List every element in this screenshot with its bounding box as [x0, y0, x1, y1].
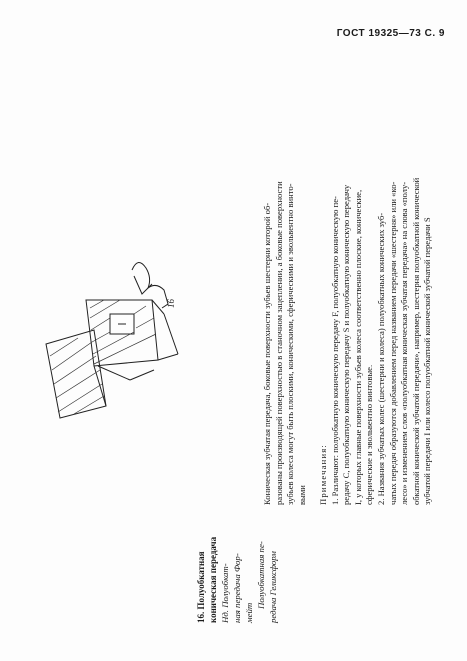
term-synonym-3: мейт — [244, 602, 254, 623]
notes-line: I, у которых главные поверхности зубьев колеса соответственно плоские, конические, — [352, 189, 363, 505]
notes-line: 2. Названия зубчатых колес (шестерни и колеса) полуобкатных конических зуб- — [375, 212, 386, 505]
term-title: 16. Полуобкатная — [196, 551, 206, 623]
definition-line: Коническая зубчатая передача, боковые поверхности зубьев шестерни которой об- — [262, 202, 272, 505]
notes-line: сферические и эвольвентно винтовые. — [364, 364, 375, 505]
notes-line: лесо» и изменением слов «полуобкатная коническая зубчатая передача» на слова «полу- — [399, 181, 410, 505]
term-synonym-4: Полуобкатная пе- — [256, 541, 266, 609]
definition-line: зубьев колеса могут быть плоскими, коническими, сферическими и эвольвентно винто- — [285, 183, 296, 505]
term-synonym-5: редача Геликсформ — [268, 551, 278, 623]
notes-line: редачу C, полуобкатную коническую передачу S и полуобкатную коническую передачу — [341, 184, 352, 505]
definition-line: разованы производящей поверхностью в станочном зацеплении, а боковые поверхности — [273, 181, 284, 505]
term-title-line2: коническая передача — [208, 536, 218, 623]
term-synonym-2: ная передача Фор- — [232, 553, 242, 623]
notes-line: чатых передач образуются добавлением перед названием передачи «шестерня» или «ко- — [387, 181, 398, 505]
definition-line: выми — [296, 485, 307, 505]
notes-block — [318, 45, 434, 505]
term-synonym-1: Нд. Полуобкат- — [220, 563, 230, 623]
gear-section-drawing — [34, 248, 204, 428]
notes-line: 1. Различают: полуобкатную коническую передачу F, полуобкатную коническую пе- — [329, 196, 340, 505]
figure-label: 16 — [166, 299, 176, 308]
notes-line: обкатной конической зубчатой передачи», например, шестерня полуобкатной конической — [410, 177, 421, 505]
notes-heading: Примечания: — [318, 443, 328, 505]
definition-text — [262, 45, 308, 505]
page-header: ГОСТ 19325—73 С. 9 — [336, 28, 445, 39]
notes-line: зубчатой передачи I или колесо полуобкатной конической зубчатой передачи S — [422, 217, 433, 505]
